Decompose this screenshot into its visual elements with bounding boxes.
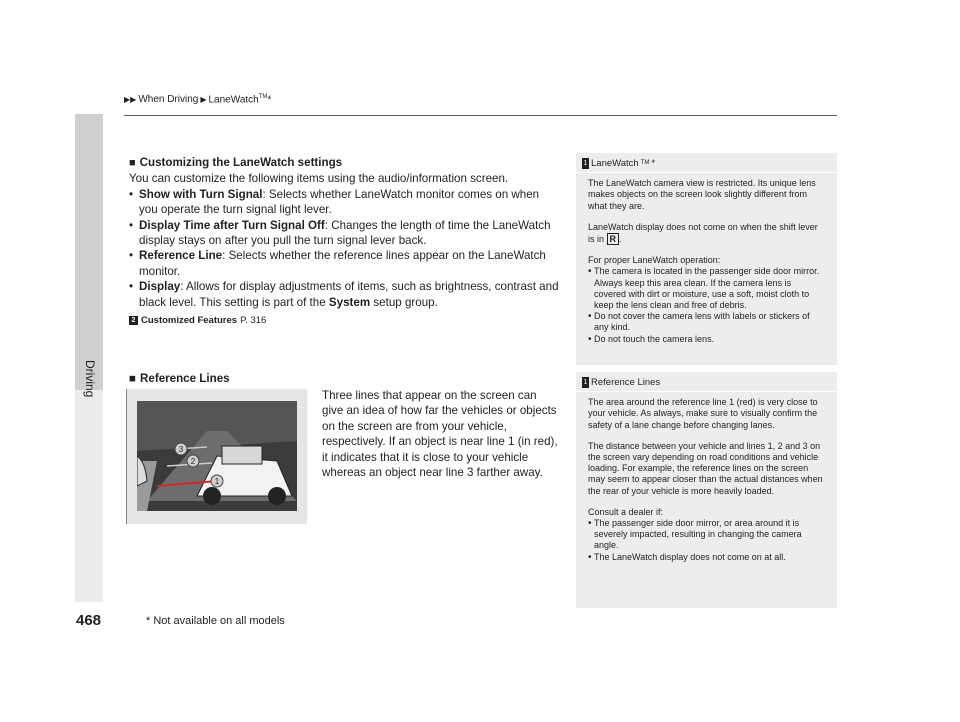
reference-lines-text: Three lines that appear on the screen can give an idea of how far the vehicles or objects on the screen are from your vehicle, respectively. If an object is near line 1 (in red), it indicates that it is close to your vehicle whereas an object near line 3 farther away. (322, 389, 558, 480)
square-bullet-icon: ■ (129, 157, 136, 169)
note-box-lanewatch (576, 153, 837, 365)
note-paragraph: For proper LaneWatch operation: (588, 255, 721, 266)
customizing-heading: ■ Customizing the LaneWatch settings (129, 155, 559, 171)
list-item: • Do not touch the camera lens. (588, 334, 825, 345)
reference-lines-heading: ■ Reference Lines (129, 372, 230, 385)
line-label-3: 3 (178, 445, 184, 454)
note-paragraph: Consult a dealer if: (588, 506, 664, 517)
side-tab-label: Driving (83, 360, 97, 398)
list-item: • The LaneWatch display does not come on at all. (588, 552, 825, 563)
list-item: • Display: Allows for display adjustments of items, such as brightness, contrast and black level. This setting is part of the System setup group. (129, 279, 559, 310)
side-tab (75, 114, 103, 390)
line-label-1: 1 (214, 477, 220, 486)
triangle-right-icon: ▶▶ (124, 95, 137, 105)
xref-label: Customized Features (141, 315, 238, 327)
page-number: 468 (76, 612, 102, 629)
list-item: • The camera is located in the passenger side door mirror. Always keep this area clean. If the camera lens is covered with dirt or moisture, use a soft, moist cloth to keep the lens clean and free of debris. (588, 266, 825, 311)
note-box-reference-lines (576, 372, 837, 608)
note-marker-icon: 1 (583, 160, 588, 168)
list-item: • Do not cover the camera lens with labels or stickers of any kind. (588, 311, 825, 333)
square-bullet-icon: ■ (129, 372, 137, 385)
note-paragraph: The area around the reference line 1 (red) is very close to your vehicle. As always, make sure to visually confirm the safety of a lane change before changing lanes. (588, 397, 818, 430)
customizing-intro: You can customize the following items using the audio/information screen. (129, 172, 509, 186)
customizing-section (129, 155, 559, 328)
list-item: • Show with Turn Signal: Selects whether LaneWatch monitor comes on when you operate the turn signal light lever. (129, 187, 559, 218)
cross-reference-link[interactable] (129, 313, 559, 328)
note-bullets (588, 518, 825, 563)
note-title: 1 LaneWatch TM * (576, 153, 837, 173)
xref-page: P. 316 (240, 315, 267, 327)
note-bullets (588, 266, 825, 344)
list-item: • Reference Line: Selects whether the reference lines appear on the LaneWatch monitor. (129, 248, 559, 279)
note-paragraph: LaneWatch display does not come on when the shift lever is in R . (588, 221, 818, 245)
breadcrumb (124, 94, 271, 105)
customizing-list (129, 187, 559, 310)
triangle-right-icon: ▶ (200, 95, 207, 105)
xref-marker-icon: 2 (129, 316, 138, 325)
note-title: 1 Reference Lines (576, 372, 837, 392)
note-marker-icon: 1 (583, 379, 588, 387)
lanewatch-screen-image (137, 401, 297, 511)
note-paragraph: The distance between your vehicle and lines 1, 2 and 3 on the screen vary depending on road conditions and vehicle loading. For example, the reference lines on the screen may seem to appear closer than the actual distances when the rear of your vehicle is more heavily loaded. (588, 440, 823, 496)
list-item: • The passenger side door mirror, or area around it is severely impacted, resulting in changing the camera angle. (588, 518, 825, 552)
side-tab-label-wrap (83, 360, 97, 430)
header-rule (124, 115, 837, 116)
breadcrumb-when-driving: When Driving (138, 94, 199, 106)
lanewatch-illustration (126, 389, 307, 524)
line-label-2: 2 (190, 457, 196, 466)
note-paragraph: The LaneWatch camera view is restricted. Its unique lens makes objects on the screen look slightly different from what they are. (588, 178, 816, 211)
breadcrumb-lanewatch: LaneWatch™* (208, 94, 272, 106)
shift-r-badge: R (607, 233, 620, 245)
list-item: • Display Time after Turn Signal Off: Changes the length of time the LaneWatch display stays on after you pull the turn signal lever back. (129, 218, 559, 249)
footnote: * Not available on all models (146, 615, 285, 627)
